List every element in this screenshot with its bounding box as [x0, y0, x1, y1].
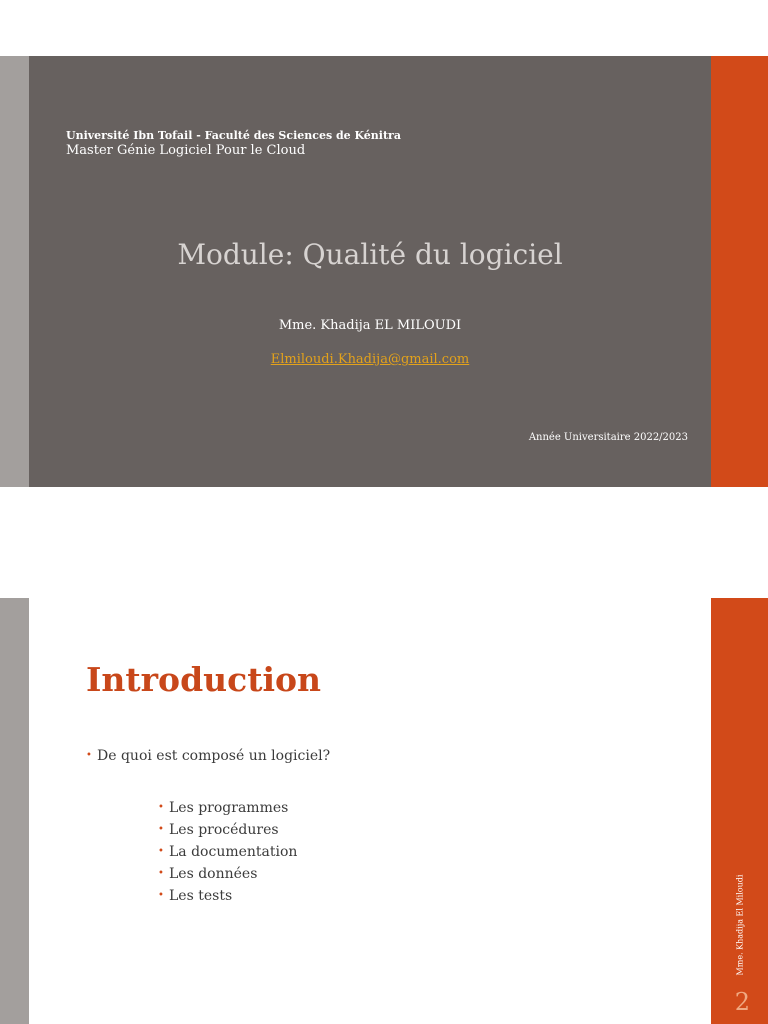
list-item — [158, 844, 297, 860]
master-program: Master Génie Logiciel Pour le Cloud — [66, 143, 306, 158]
page-number: 2 — [734, 988, 750, 1016]
list-item-text: La documentation — [169, 844, 298, 860]
bullet-dot-icon: • — [158, 802, 164, 813]
footer-author: Mme. Khadija El Miloudi — [735, 874, 745, 976]
slide-title: Introduction — [86, 660, 322, 699]
university-name: Université Ibn Tofail - Faculté des Sciences de Kénitra — [66, 129, 401, 142]
slide-footer — [730, 870, 750, 980]
right-accent-bar — [711, 56, 768, 487]
module-title: Module: Qualité du logiciel — [177, 238, 563, 271]
bullet-dot-icon: • — [158, 890, 164, 901]
left-accent-bar — [0, 56, 29, 487]
title-slide — [0, 56, 768, 487]
author-email-link[interactable]: Elmiloudi.Khadija@gmail.com — [270, 352, 470, 367]
list-item — [158, 822, 279, 838]
list-item — [158, 888, 232, 904]
bullet-dot-icon: • — [158, 846, 164, 857]
left-accent-bar — [0, 598, 29, 1024]
list-item-text: Les tests — [169, 888, 233, 904]
list-item — [158, 866, 257, 882]
bullet-question — [86, 748, 330, 764]
bullet-dot-icon: • — [158, 824, 164, 835]
list-item — [158, 800, 288, 816]
list-item-text: Les données — [169, 866, 258, 882]
list-item-text: Les programmes — [169, 800, 289, 816]
author-name: Mme. Khadija EL MILOUDI — [278, 318, 462, 333]
bullet-text: De quoi est composé un logiciel? — [97, 748, 331, 764]
bullet-dot-icon: • — [158, 868, 164, 879]
introduction-slide — [0, 598, 768, 1024]
academic-year: Année Universitaire 2022/2023 — [528, 432, 688, 443]
list-item-text: Les procédures — [169, 822, 279, 838]
bullet-dot-icon: • — [86, 750, 92, 761]
